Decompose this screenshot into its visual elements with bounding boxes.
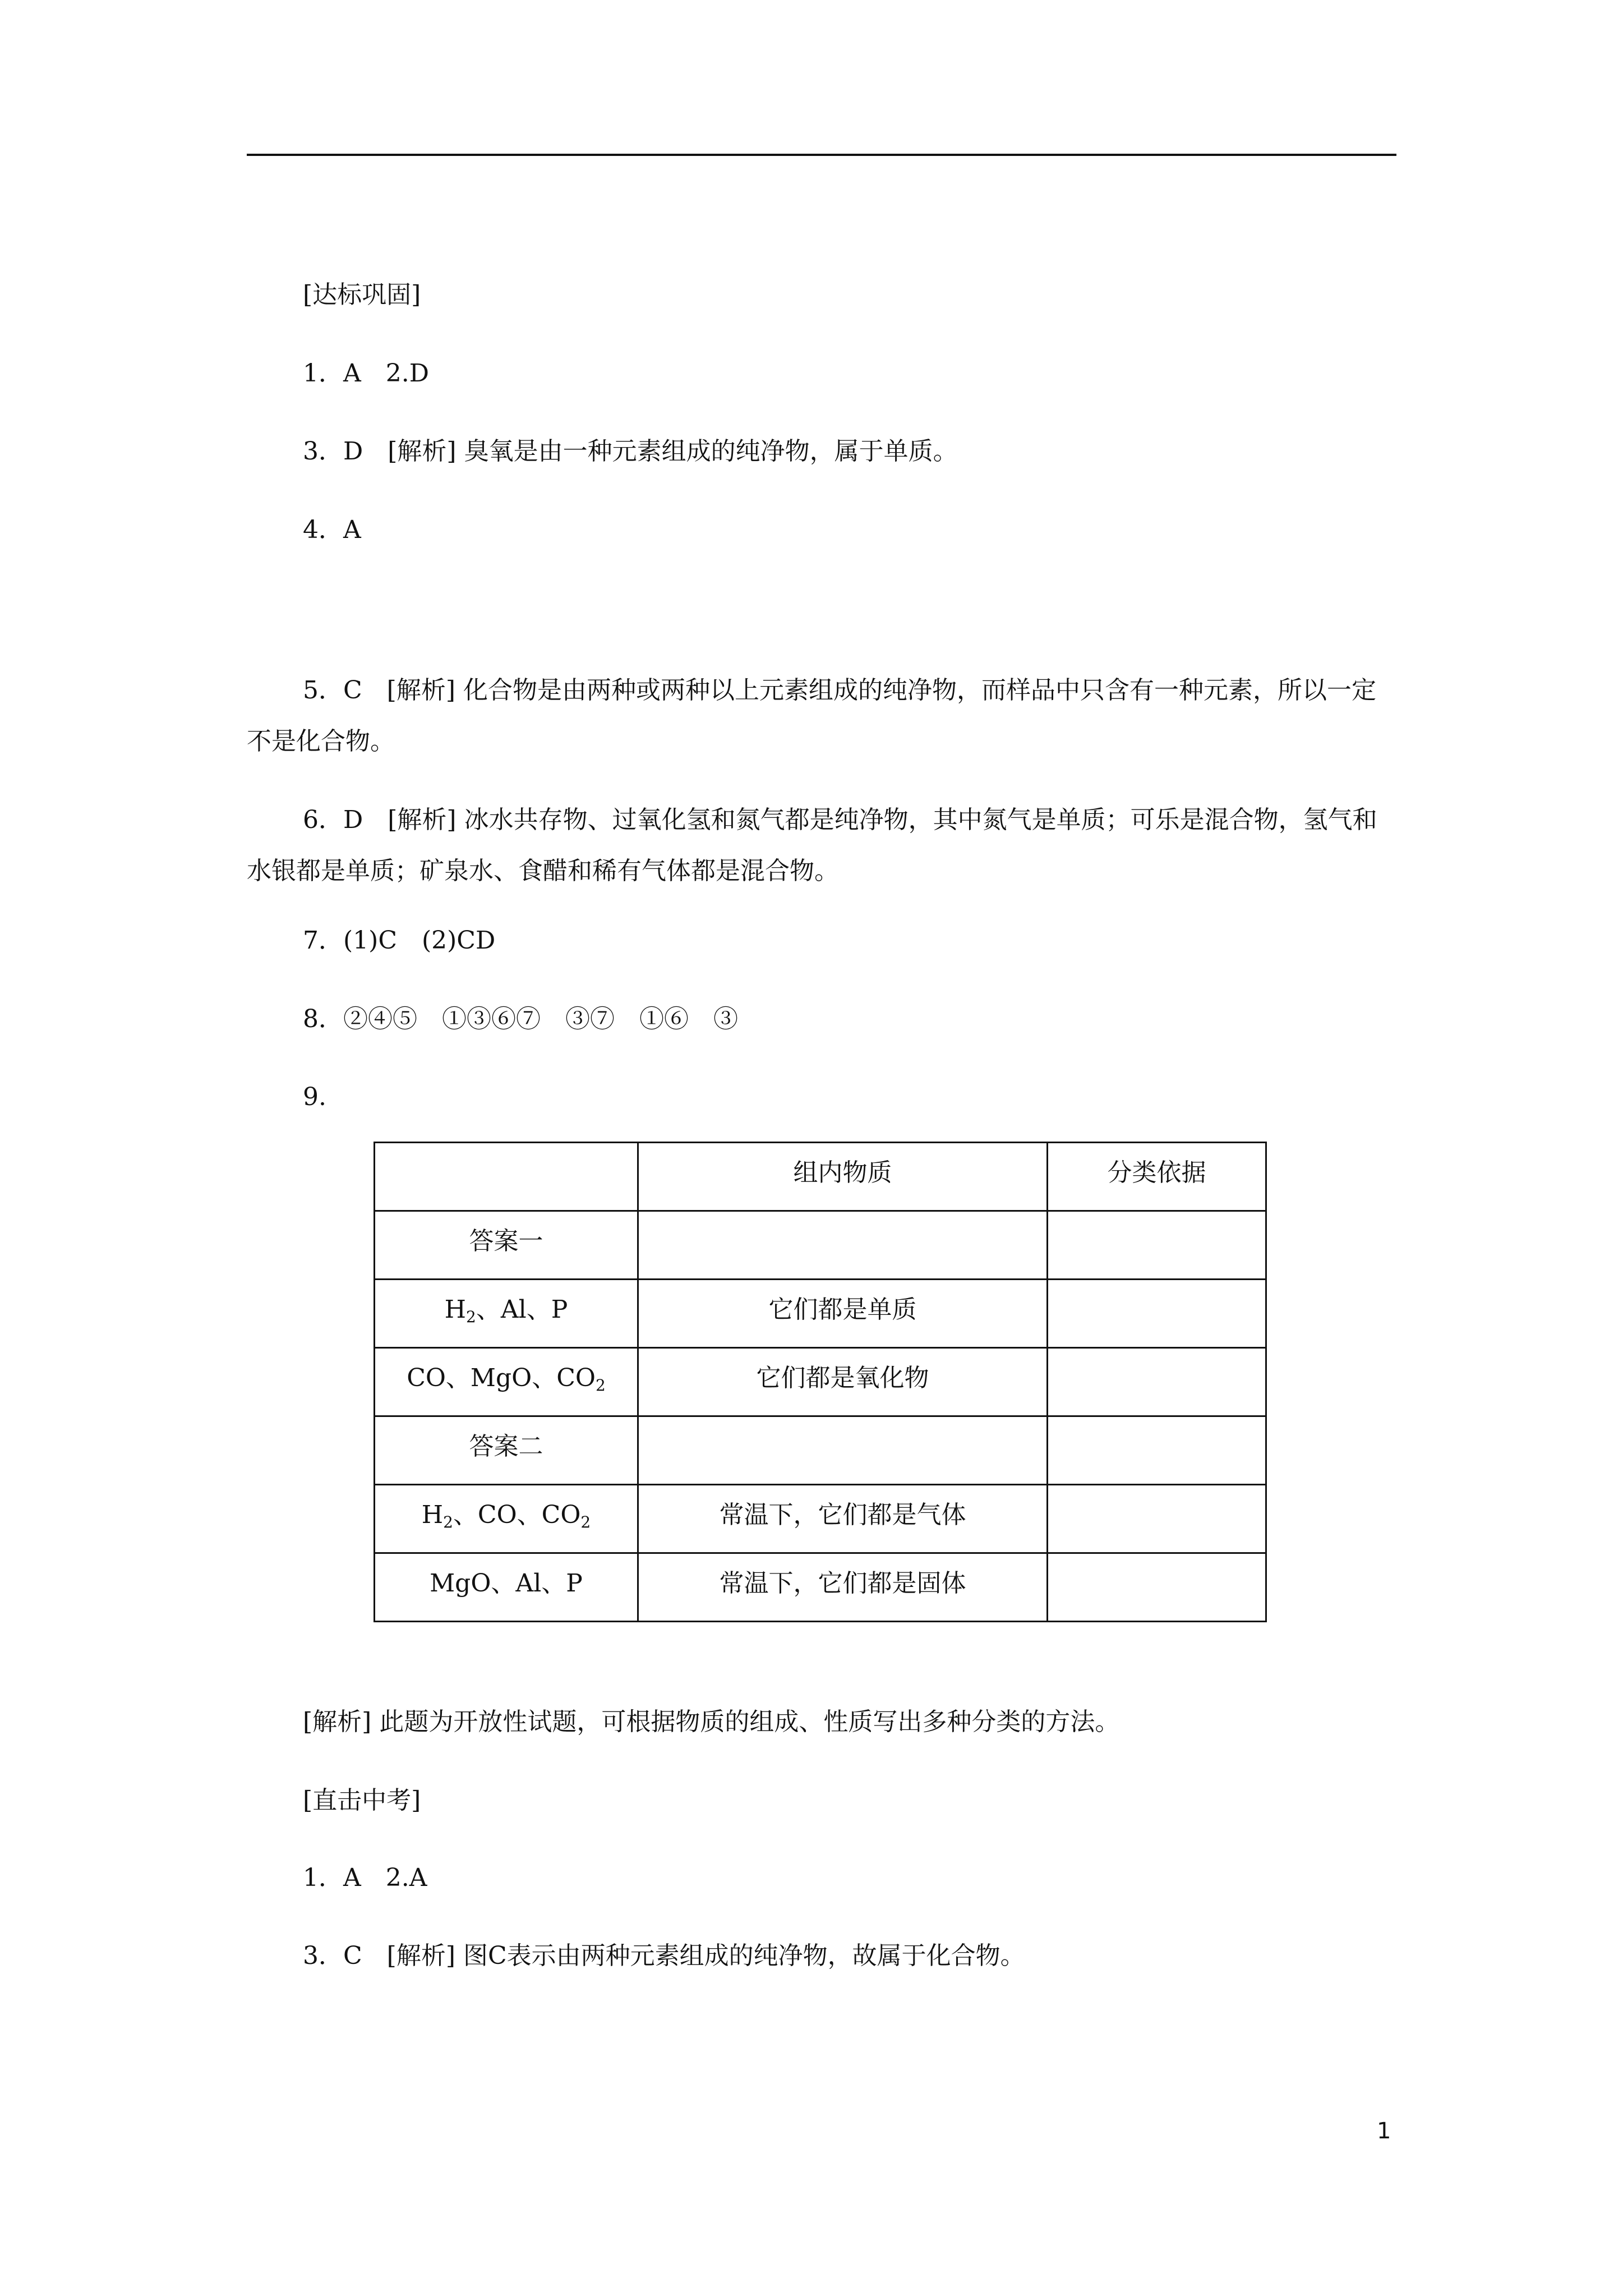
table-cell <box>1048 1280 1266 1348</box>
table-cell: $H_2$、Al、P <box>375 1280 638 1348</box>
table-header-cell: 分类依据 <box>1048 1143 1266 1211</box>
section-heading-zhiji: [直击中考] <box>303 1786 421 1815</box>
table-row <box>375 1211 1266 1280</box>
zhiji-answer-3: 3．C [解析] 图C表示由两种元素组成的纯净物，故属于化合物。 <box>303 1941 1025 1970</box>
answer-4: 4．A <box>303 516 361 544</box>
table-row <box>375 1280 1266 1348</box>
table-header-cell <box>375 1143 638 1211</box>
answer-8: 8．②④⑤ ①③⑥⑦ ③⑦ ①⑥ ③ <box>303 1005 738 1033</box>
answer-3: 3．D [解析] 臭氧是由一种元素组成的纯净物，属于单质。 <box>303 437 958 466</box>
table-row <box>375 1485 1266 1553</box>
page-number: 1 <box>1377 2118 1391 2144</box>
table-row <box>375 1348 1266 1416</box>
table-cell: MgO、Al、P <box>375 1553 638 1622</box>
table-cell: 答案一 <box>375 1211 638 1280</box>
analysis-9: [解析] 此题为开放性试题，可根据物质的组成、性质写出多种分类的方法。 <box>303 1708 1120 1736</box>
table-header-row <box>375 1143 1266 1211</box>
table-cell <box>1048 1416 1266 1485</box>
answer-7: 7．(1)C (2)CD <box>303 926 496 955</box>
table-header-cell: 组内物质 <box>638 1143 1048 1211</box>
answer-5: 5．C [解析] 化合物是由两种或两种以上元素组成的纯净物，而样品中只含有一种元素，所以一定不是化合物。 <box>247 676 1376 756</box>
zhiji-answer-1-2: 1．A 2.A <box>303 1864 427 1892</box>
table-cell <box>1048 1211 1266 1280</box>
answer-6: 6．D [解析] 冰水共存物、过氧化氢和氮气都是纯净物，其中氮气是单质；可乐是混合物，氢气和水银都是单质；矿泉水、食醋和稀有气体都是混合物。 <box>247 806 1377 885</box>
table-cell: 它们都是氧化物 <box>638 1348 1048 1416</box>
table-cell <box>638 1416 1048 1485</box>
table-cell: 常温下，它们都是固体 <box>638 1553 1048 1622</box>
table-cell: CO、MgO、$CO_2$ <box>375 1348 638 1416</box>
classification-table <box>374 1142 1267 1622</box>
table-cell <box>1048 1348 1266 1416</box>
answer-1-2: 1．A 2.D <box>303 359 430 388</box>
table-row <box>375 1553 1266 1622</box>
table-row <box>375 1416 1266 1485</box>
header-rule <box>247 154 1396 156</box>
table-cell <box>1048 1485 1266 1553</box>
answer-9-label: 9. <box>303 1083 326 1111</box>
table-cell: 答案二 <box>375 1416 638 1485</box>
table-cell: 它们都是单质 <box>638 1280 1048 1348</box>
table-cell: $H_2$、CO、$CO_2$ <box>375 1485 638 1553</box>
table-cell <box>638 1211 1048 1280</box>
table-cell: 常温下，它们都是气体 <box>638 1485 1048 1553</box>
table-cell <box>1048 1553 1266 1622</box>
section-heading-dabiao: [达标巩固] <box>303 280 421 309</box>
